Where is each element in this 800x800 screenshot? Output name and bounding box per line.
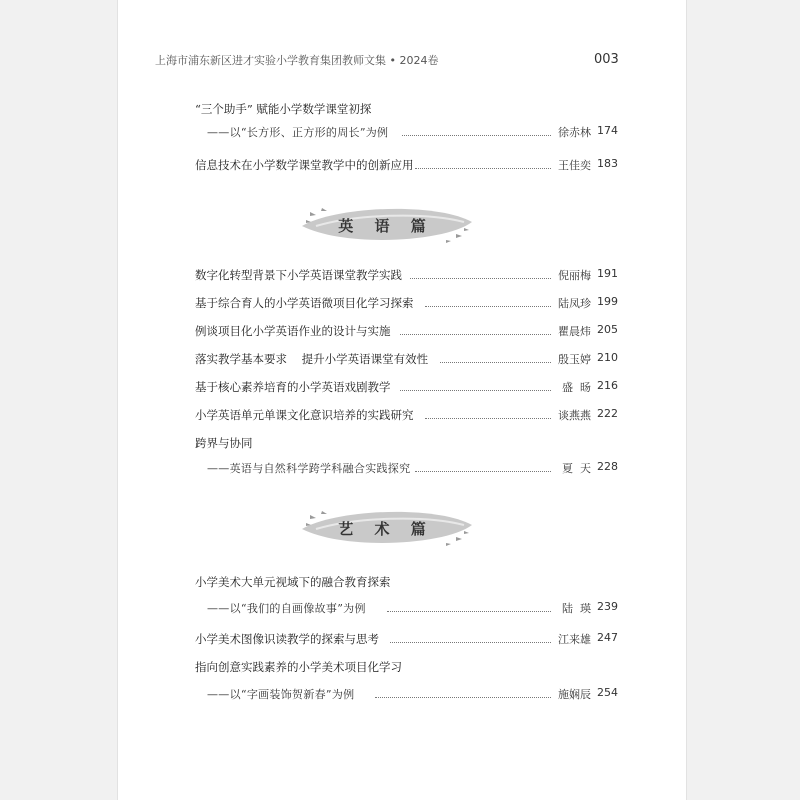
entry-title: 信息技术在小学数学课堂教学中的创新应用: [195, 158, 414, 172]
toc-entry[interactable]: [0, 686, 800, 702]
toc-entry[interactable]: [0, 101, 800, 117]
entry-page: 247: [597, 631, 618, 644]
section-banner-art: [296, 505, 476, 551]
entry-page: 216: [597, 379, 618, 392]
toc-entry[interactable]: [0, 124, 800, 140]
toc-entry[interactable]: [0, 460, 800, 476]
entry-page: 210: [597, 351, 618, 364]
entry-title: 基于综合育人的小学英语微项目化学习探索: [195, 296, 414, 310]
entry-subtitle: ——以“长方形、正方形的周长”为例: [207, 126, 389, 139]
entry-author: 陆凤珍: [558, 297, 591, 310]
entry-page: 222: [597, 407, 618, 420]
section-title: 英 语 篇: [338, 217, 434, 235]
toc-entry[interactable]: [0, 631, 800, 647]
entry-page: 239: [597, 600, 618, 613]
toc-entry[interactable]: [0, 574, 800, 590]
entry-author: 徐赤林: [558, 126, 591, 139]
entry-subtitle: ——英语与自然科学跨学科融合实践探究: [207, 462, 411, 475]
entry-author: 瞿晨炜: [558, 325, 591, 338]
entry-page: 199: [597, 295, 618, 308]
entry-page: 174: [597, 124, 618, 137]
entry-author: 殷玉婷: [558, 353, 591, 366]
toc-entry[interactable]: [0, 351, 800, 367]
toc-entry[interactable]: [0, 435, 800, 451]
entry-page: 228: [597, 460, 618, 473]
entry-title: 落实教学基本要求 提升小学英语课堂有效性: [195, 352, 429, 366]
toc-entry[interactable]: [0, 157, 800, 173]
toc-entry[interactable]: [0, 379, 800, 395]
entry-title: 小学美术大单元视域下的融合教育探索: [195, 575, 391, 589]
entry-title: 跨界与协同: [195, 436, 253, 450]
entry-author: 盛 旸: [562, 381, 591, 394]
entry-author: 王佳奕: [558, 159, 591, 172]
entry-title: “三个助手” 赋能小学数学课堂初探: [195, 102, 372, 116]
entry-page: 183: [597, 157, 618, 170]
toc-entry[interactable]: [0, 267, 800, 283]
toc-entry[interactable]: [0, 600, 800, 616]
page-number: 003: [594, 52, 619, 67]
entry-author: 江来雄: [558, 633, 591, 646]
entry-author: 夏 天: [562, 462, 591, 475]
entry-page: 191: [597, 267, 618, 280]
entry-page: 205: [597, 323, 618, 336]
toc-entry[interactable]: [0, 407, 800, 423]
entry-author: 陆 瑛: [562, 602, 591, 615]
entry-title: 基于核心素养培育的小学英语戏剧教学: [195, 380, 391, 394]
section-banner-english: [296, 202, 476, 248]
entry-author: 倪丽梅: [558, 269, 591, 282]
entry-title: 指向创意实践素养的小学美术项目化学习: [195, 660, 402, 674]
entry-title: 例谈项目化小学英语作业的设计与实施: [195, 324, 391, 338]
entry-title: 小学英语单元单课文化意识培养的实践研究: [195, 408, 414, 422]
toc-entry[interactable]: [0, 659, 800, 675]
toc-entry[interactable]: [0, 323, 800, 339]
entry-subtitle: ——以“字画装饰贺新春”为例: [207, 688, 355, 701]
entry-title: 数字化转型背景下小学英语课堂教学实践: [195, 268, 402, 282]
entry-title: 小学美术图像识读教学的探索与思考: [195, 632, 379, 646]
entry-page: 254: [597, 686, 618, 699]
running-header: 上海市浦东新区进才实验小学教育集团教师文集 • 2024卷: [155, 54, 439, 67]
entry-subtitle: ——以“我们的自画像故事”为例: [207, 602, 366, 615]
toc-entry[interactable]: [0, 295, 800, 311]
entry-author: 施娴辰: [558, 688, 591, 701]
section-title: 艺 术 篇: [338, 520, 434, 538]
document-page: [117, 0, 687, 800]
entry-author: 谈燕燕: [558, 409, 591, 422]
